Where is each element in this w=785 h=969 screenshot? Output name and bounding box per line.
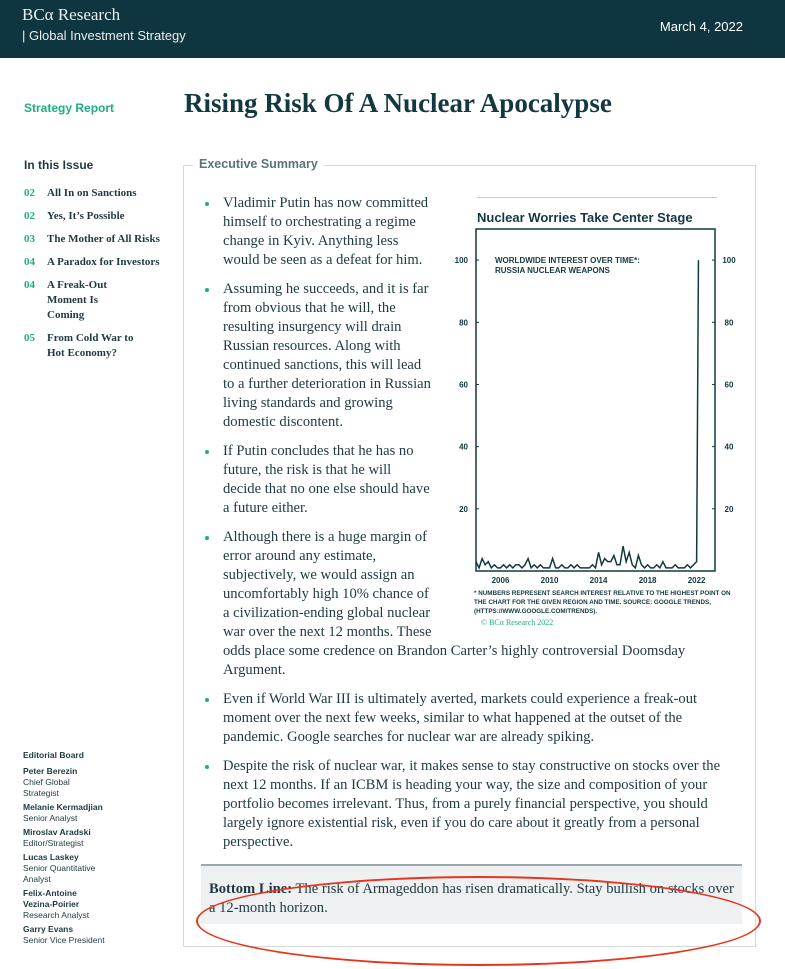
board-member [23, 924, 118, 946]
bullet: Assuming he succeeds, and it is far from obvious that he will, the resulting insurgency will drain Russian resources. Along with continued sanctions, this will lead to a further deterioration in Russian living standards and growing domestic discontent. [204, 280, 740, 432]
bullet: If Putin concludes that he has no future, the risk is that he will decide that no one else should have a future either. [204, 442, 740, 518]
report-type: Strategy Report [24, 101, 115, 115]
member-name: Miroslav Aradski [23, 827, 91, 837]
toc-page: 02 [24, 187, 35, 199]
table-of-contents [24, 186, 184, 369]
member-role: Research Analyst [23, 910, 90, 920]
member-name: Melanie Kermadjian [23, 802, 103, 812]
logo: BCα Research [22, 5, 121, 24]
y-tick-label-right: 80 [724, 318, 734, 328]
bullet: Although there is a huge margin of error around any estimate, subjectively, we would assign an uncomfortably high 10% chance of a civilization-ending global nuclear war over the next 12 months. These odds place some credence on Brandon Carter’s highly controversial Doomsday Argument. [204, 528, 740, 680]
bottom-line [201, 864, 742, 924]
toc-page: 04 [24, 279, 35, 291]
toc-item[interactable] [24, 209, 184, 224]
report-date: March 4, 2022 [659, 19, 743, 34]
member-role: Senior Analyst [23, 813, 78, 823]
x-tick-label: 2006 [491, 576, 510, 585]
toc-item[interactable] [24, 278, 184, 323]
toc-page: 05 [24, 332, 35, 344]
editorial-board [23, 750, 118, 949]
y-tick-label-left: 60 [459, 380, 468, 390]
member-name: Lucas Laskey [23, 852, 79, 862]
toc-item[interactable] [24, 255, 184, 270]
summary-bullets [204, 194, 740, 924]
y-tick-label-right: 100 [722, 256, 736, 266]
toc-page: 03 [24, 233, 35, 245]
publication-name: | Global Investment Strategy [22, 28, 186, 43]
member-role: Senior Quantitative Analyst [23, 863, 96, 884]
member-role: Editor/Strategist [23, 838, 84, 848]
board-member [23, 766, 103, 799]
board-member [23, 852, 118, 885]
board-heading: Editorial Board [23, 750, 84, 760]
toc-label: From Cold War to Hot Economy? [47, 332, 134, 359]
toc-label: A Paradox for Investors [47, 256, 160, 268]
member-role: Senior Vice President [23, 935, 105, 945]
toc-item[interactable] [24, 186, 184, 201]
y-tick-label-left: 100 [454, 256, 468, 266]
toc-label: A Freak-Out Moment Is Coming [47, 279, 107, 321]
bottom-line-label: Bottom Line: [209, 881, 293, 897]
toc-heading: In this Issue [24, 158, 94, 172]
executive-summary-heading: Executive Summary [193, 157, 324, 171]
toc-item[interactable] [24, 331, 184, 361]
toc-item[interactable] [24, 232, 184, 247]
x-tick-label: 2022 [687, 576, 706, 585]
y-tick-label-right: 20 [724, 504, 734, 514]
chart-copyright: © BCα Research 2022 [481, 618, 554, 627]
toc-label: The Mother of All Risks [47, 233, 160, 245]
x-tick-label: 2018 [638, 576, 657, 585]
x-tick-label: 2010 [540, 576, 559, 585]
chart-title: Nuclear Worries Take Center Stage [477, 210, 693, 225]
member-name: Peter Berezin [23, 766, 78, 776]
y-tick-label-right: 60 [724, 380, 734, 390]
toc-label: Yes, It’s Possible [47, 210, 125, 222]
page-title: Rising Risk Of A Nuclear Apocalypse [184, 88, 612, 118]
toc-page: 04 [24, 256, 35, 268]
header [0, 0, 785, 58]
board-member [23, 802, 118, 824]
y-tick-label-left: 80 [459, 318, 468, 328]
bullet: Even if World War III is ultimately averted, markets could experience a freak-out moment over the next few weeks, similar to what happened at the outset of the pandemic. Google searches for nuclear war are already spiking. [204, 690, 740, 747]
board-member [23, 888, 103, 921]
member-name: Garry Evans [23, 924, 74, 934]
board-member [23, 827, 118, 849]
bottom-line-text: The risk of Armageddon has risen dramatically. Stay bullish on stocks over a 12-month horizon. [209, 881, 734, 916]
member-role: Chief Global Strategist [23, 777, 70, 798]
bullet: Despite the risk of nuclear war, it makes sense to stay constructive on stocks over the next 12 months. If an ICBM is heading your way, the size and composition of your portfolio becomes irrelevant. Thus, from a purely financial perspective, you should largely ignore existential risk, even if you do care about it greatly from a personal perspective. [204, 757, 740, 852]
member-name: Felix-Antoine Vezina-Poirier [23, 888, 80, 909]
footnote-text: * NUMBERS REPRESENT SEARCH INTEREST RELATIVE TO THE HIGHEST POINT ON THE CHART FOR THE GIVEN REGION AND TIME. SOURCE: GOOGLE TRENDS, (HTTPS://WWW.GOOGLE.COM/TRENDS). [474, 590, 731, 615]
x-tick-label: 2014 [589, 576, 608, 585]
chart-annotation: WORLDWIDE INTEREST OVER TIME*: RUSSIA NUCLEAR WEAPONS [495, 256, 640, 276]
y-tick-label-left: 40 [459, 442, 468, 452]
toc-page: 02 [24, 210, 35, 222]
y-tick-label-right: 40 [724, 442, 734, 452]
bullet: Vladimir Putin has now committed himself to orchestrating a regime change in Kyiv. Anything less would be seen as a defeat for him. [204, 194, 740, 270]
y-tick-label-left: 20 [459, 504, 468, 514]
toc-label: All In on Sanctions [47, 187, 137, 199]
